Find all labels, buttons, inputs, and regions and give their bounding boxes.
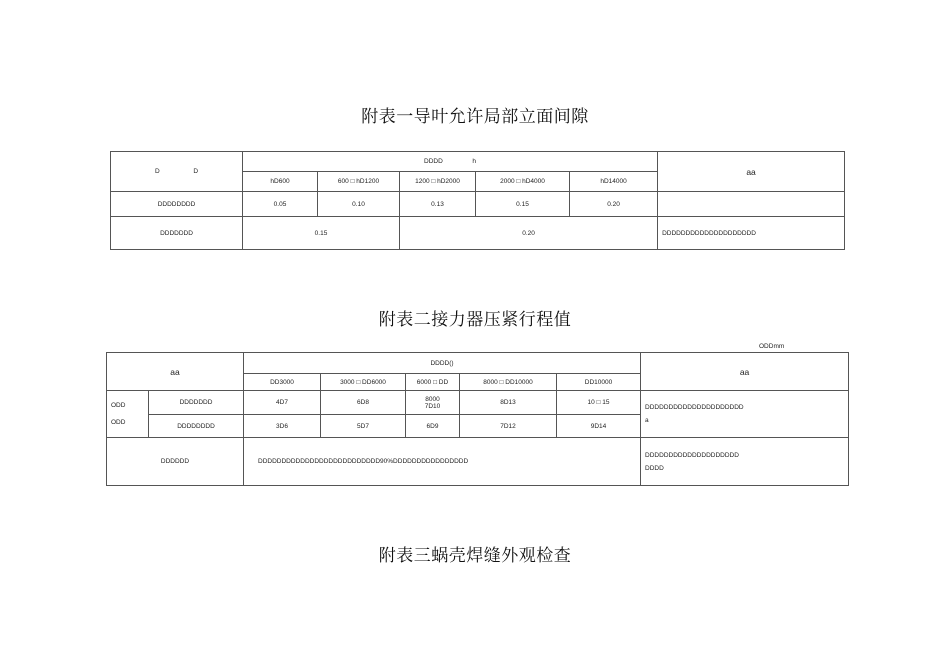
table2-col-header: 6000 □ DD [406, 374, 460, 391]
table2-corner-header: aa [107, 353, 244, 391]
table2-remark-header: aa [641, 353, 849, 391]
table1-col-header: hD14000 [570, 172, 658, 192]
table2-col-header: 3000 □ DD6000 [321, 374, 406, 391]
table2-cell: 3D6 [244, 415, 321, 438]
table2-col-header: DD3000 [244, 374, 321, 391]
table1-corner-right: D [193, 168, 199, 175]
table1-title: 附表一导叶允许局部立面间隙 [361, 107, 589, 127]
table2-remark-line1: DDDDDDDDDDDDDDDDDDDDD [645, 404, 744, 411]
table1-cell: 0.10 [318, 192, 400, 217]
table1-cell: 0.20 [570, 192, 658, 217]
table2-cell: 4D7 [244, 391, 321, 415]
table2-remark-line2: DDDD [645, 464, 664, 472]
table2-cell-line2: 7D10 [424, 402, 441, 410]
table2-cell: 8D13 [460, 391, 557, 415]
table2-group-label-line1: ODD [111, 402, 126, 409]
table2-cell: 5D7 [321, 415, 406, 438]
table2-remark-line2: a [645, 417, 649, 424]
table1-cell: 0.20 [400, 217, 658, 250]
table2-group-header: DDDD() [244, 353, 641, 374]
table2-cell: 9D14 [557, 415, 641, 438]
table1-cell: 0.13 [400, 192, 476, 217]
table1-corner-header [111, 152, 243, 192]
table1-remark-cell [658, 192, 845, 217]
table2-cell-line1: 8000 [425, 395, 440, 403]
table2-cell: 10 □ 15 [557, 391, 641, 415]
table1-cell: 0.15 [243, 217, 400, 250]
table2-col-header: 8000 □ DD10000 [460, 374, 557, 391]
table2-cell [406, 391, 460, 415]
table3-title: 附表三蜗壳焊缝外观检查 [378, 546, 572, 566]
table1-row-label: DDDDDDD [111, 217, 243, 250]
table2-unit: ODDmm [759, 343, 785, 350]
table1-row-label: DDDDDDDD [111, 192, 243, 217]
table-servomotor-stroke [106, 352, 849, 486]
table2-row-label: DDDDDDD [149, 391, 244, 415]
table2-remark-line1: DDDDDDDDDDDDDDDDDDDD [645, 451, 739, 459]
table2-cell: 6D8 [321, 391, 406, 415]
table1-col-header: 1200 □ hD2000 [400, 172, 476, 192]
table2-col-header: DD10000 [557, 374, 641, 391]
table2-group-label-line2: ODD [111, 419, 126, 426]
table1-col-header: hD600 [243, 172, 318, 192]
table-guide-vane-clearance [110, 151, 845, 250]
table2-row-label: DDDDDD [107, 438, 244, 486]
table2-wide-cell: DDDDDDDDDDDDDDDDDDDDDDDDDD90%DDDDDDDDDDDDDDDD [244, 438, 641, 486]
table1-group-header-sub: h [472, 158, 477, 165]
table1-remark-cell: DDDDDDDDDDDDDDDDDDDD [658, 217, 845, 250]
table2-title: 附表二接力器压紧行程值 [378, 310, 572, 330]
table2-cell: 6D9 [406, 415, 460, 438]
table1-cell: 0.15 [476, 192, 570, 217]
table1-corner-left: D [154, 168, 160, 175]
table1-group-header [243, 152, 658, 172]
table1-col-header: 2000 □ hD4000 [476, 172, 570, 192]
table2-cell: 7D12 [460, 415, 557, 438]
table1-group-header-text: DDDD [424, 158, 443, 165]
table1-remark-header: aa [658, 152, 845, 192]
table1-col-header: 600 □ hD1200 [318, 172, 400, 192]
table1-cell: 0.05 [243, 192, 318, 217]
table2-remark-cell [641, 391, 849, 438]
table2-row-label: DDDDDDDD [149, 415, 244, 438]
table2-group-label [107, 391, 149, 438]
table2-remark-cell [641, 438, 849, 486]
